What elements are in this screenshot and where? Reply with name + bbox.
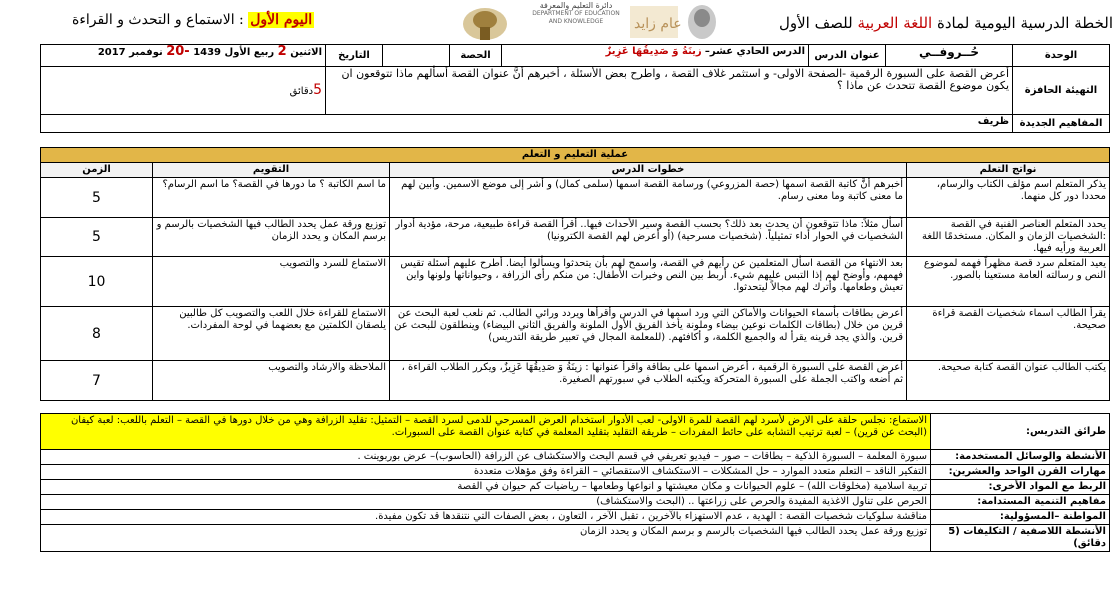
info-row-3 (41, 115, 1110, 133)
links-text: تربية اسلامية (مخلوقات الله) – علوم الحيوانات و مكان معيشتها و انواعها وطعامها – رياضيات كم حيوان في القصة (41, 480, 931, 495)
skills-text: التفكير الناقد – التعلم متعدد الموارد – حل المشكلات – الاستكشاف الاستقصائي – القراءة وفق مؤهلات متعددة (41, 465, 931, 480)
process-band: عملية التعليم و التعلم (41, 148, 1110, 163)
extras-row (41, 495, 1110, 510)
dept-name-ar: دائرة التعليم والمعرفة (539, 1, 613, 10)
time-cell: 8 (41, 307, 153, 361)
lesson-number: الدرس الحادي عشر– (704, 46, 805, 57)
time-cell: 5 (41, 178, 153, 218)
outcome-cell: يحدد المتعلم العناصر الفنية في القصة :الشخصيات الزمان و المكان. مستخدمًا اللغة العربية ورأيه فيها. (907, 218, 1110, 257)
steps-cell: أسأل مثلاً: ماذا تتوقعون أن يحدث بعد ذلك؟ بحسب القصة وسير الأحداث فيها.. أقرأ القصة قراءة طبيعية، مرحة، مؤدية أدوار الشخصيات في الحوار أداء تمثيلياً. (شخصيات مسرحية) (أو أعرض لهم القصة الكترونيا) (390, 218, 907, 257)
date-hijri-month: ربيع الأول 1439 (193, 47, 275, 58)
methods-label: طرائق التدريس: (931, 414, 1110, 450)
activities-label: الأنشطة والوسائل المستخدمة: (931, 450, 1110, 465)
concepts-value: ظريف (41, 115, 1013, 133)
process-row (41, 307, 1110, 361)
logos (450, 0, 720, 44)
unit-value: حُــروفــي (886, 45, 1013, 67)
homework-text: توزيع ورقة عمل يحدد الطالب فيها الشخصيات بالرسم و برسم المكان و يحدد الزمان (41, 525, 931, 552)
extras-row (41, 510, 1110, 525)
col-assessment: التقويم (153, 163, 390, 178)
steps-cell: أخبرهم أنَّ كاتبة القصة اسمها (حصة المزروعي) ورسامة القصة اسمها (سلمى كمال) و أشر إلى موضع الاسمين. وأبين لهم ما معنى كاتبة وما معنى رسام. (390, 178, 907, 218)
warmup-time-num: 5 (313, 81, 322, 98)
dept-name-en-1: DEPARTMENT OF EDUCATION (532, 10, 620, 17)
process-band-row (41, 148, 1110, 163)
date-label: التاريخ (326, 45, 383, 67)
lesson-extras-table (40, 413, 1110, 552)
methods-text: الاستماع: نجلس حلقة على الارض لأسرد لهم القصة للمرة الاولى- لعب الأدوار استخدام العرض المسرحي للدمى لسرد القصة – التمثيل: تقليد الزرافة وهي من خلال دورها في القصة – التعلم باللعب: لعبة كيفان (البحث عن قرين) – لعبة ترتيب التشابه على حائط المفردات – طريقة التقليد بتقليد المعلمة في كتابة عنوان القصة على السبورات. (41, 414, 931, 450)
homework-label: الأنشطة اللاصفية / التكليفات (5 دقائق) (931, 525, 1110, 552)
department-logo (526, 2, 626, 26)
sustainability-text: الحرص على تناول الاغذية المفيدة والحرص على زراعتها .. (البحث والاستكشاف) (41, 495, 931, 510)
extras-row (41, 450, 1110, 465)
subject-name: اللغة العربية (857, 14, 933, 32)
extras-row (41, 480, 1110, 495)
lesson-info-table (40, 44, 1110, 133)
links-label: الربط مع المواد الأخرى: (931, 480, 1110, 495)
steps-cell: أعرض بطاقات بأسماء الحيوانات والأماكن التي ورد اسمها في الدرس وأقرأها ويردد ورائي الطالب. ثم نلعب لعبة البحث عن قرين من خلال (بطاقات الكلمات نوعين بيضاء وملونة يأخذ الفريق الأول الملونة والفريق الثاني البيضاء) وينطلقون للبحث عن قرين. والذي يجد قرينه يقرأ له والجميع الكلمة، و أكافئهم. (للمعلمة المجال في تعبير طريقة التدريس) (390, 307, 907, 361)
process-row (41, 178, 1110, 218)
warmup-label: التهيئة الحافزة (1013, 67, 1110, 115)
outcome-cell: يعيد المتعلم سرد قصة مظهراً فهمه لموضوع النص و رسالته العامة مستعينا بالصور. (907, 257, 1110, 307)
steps-cell: بعد الانتهاء من القصة اسأل المتعلمين عن رأيهم في القصة، واسمح لهم بأن يتحدثوا ويسألوا أيضا. أطرح عليهم أسئلة تقيس فهمهم، وأوضح لهم إذا التبس عليهم شيء. أربط بين النص وخبرات الأطفال: من منكم رأى الزرافة ، وحيواناتها ولونها واين تعيش وطعامها. وأترك لهم مجالاً ليتحدثوا. (390, 257, 907, 307)
activities-text: سبورة المعلمة – السبورة الذكية – بطاقات – صور – فيديو تعريفي في قسم البحث والاستكشاف عن الزرافة (الحاسوب)– عرض بوربوينت . (41, 450, 931, 465)
steps-cell: أعرض القصة على السبورة الرقمية ، أعرض اسمها على بطاقة واقرأ عنوانها : زينَةُ وَ صَدِيقُهَا عَزِيزٌ، ويكرر الطلاب القراءة ، ثم أضعه واكتب الجملة على السبورة المتحركة ويكتبه الطلاب في سبورتهم الصغيرة. (390, 361, 907, 401)
col-time: الزمن (41, 163, 153, 178)
day-label: اليوم الأول (250, 12, 313, 28)
process-header-row (41, 163, 1110, 178)
info-row-2 (41, 67, 1110, 115)
period-label: الحصة (450, 45, 502, 67)
outcome-cell: يذكر المتعلم اسم مؤلف الكتاب والرسام، محددا دور كل منهما. (907, 178, 1110, 218)
process-row (41, 257, 1110, 307)
page-header (0, 0, 1117, 44)
citizenship-text: مناقشة سلوكيات شخصيات القصة : الهدية ، عدم الاستهزاء بالآخرين ، تقبل الآخر ، التعاون ، بعض الصفات التي نتنقدها قد تكون مفيدة. (41, 510, 931, 525)
day-topic: : الاستماع و التحدث و القراءة (72, 12, 244, 28)
lesson-title-value (502, 45, 809, 67)
extras-row (41, 525, 1110, 552)
logo-lettering: عام زايد (634, 16, 682, 32)
warmup-time (41, 67, 326, 115)
date-value (41, 45, 326, 67)
day-title (72, 12, 314, 28)
year-of-zayed-logo (630, 2, 720, 40)
outcome-cell: يقرأ الطالب اسماء شخصيات القصة قراءة صحيحة. (907, 307, 1110, 361)
time-cell: 10 (41, 257, 153, 307)
lesson-title-label: عنوان الدرس (809, 45, 886, 67)
period-value (383, 45, 450, 67)
outcome-cell: يكتب الطالب عنوان القصة كتابة صحيحة. (907, 361, 1110, 401)
assessment-cell: الاستماع للقراءة خلال اللعب والتصويب كل طالبين يلصقان الكلمتين مع بعضهما في لوحة المفردات. (153, 307, 390, 361)
col-outcomes: نواتج التعلم (907, 163, 1110, 178)
date-greg-day: -20 (166, 44, 190, 59)
emblem-logo (450, 2, 520, 40)
assessment-cell: توزيع ورقة عمل يحدد الطالب فيها الشخصيات بالرسم و برسم المكان و يحدد الزمان (153, 218, 390, 257)
unit-label: الوحدة (1013, 45, 1110, 67)
lesson-name: زينَةُ وَ صَدِيقُهَا عَزِيزٌ (605, 46, 702, 57)
date-hijri-day: 2 (277, 44, 287, 59)
extras-row (41, 414, 1110, 450)
assessment-cell: الاستماع للسرد والتصويب (153, 257, 390, 307)
teaching-process-table (40, 147, 1110, 401)
title-prefix: الخطة الدرسية اليومية لمادة (936, 14, 1113, 32)
info-row-1 (41, 45, 1110, 67)
plan-title (779, 14, 1113, 32)
dept-name-en-2: AND KNOWLEDGE (548, 18, 604, 25)
warmup-text: أعرض القصة على السبورة الرقمية -الصفحة الاولى- و استثمر غلاف القصة ، واطرح بعض الأسئلة ، أخبرهم أنَّ عنوان القصة أسألهم ماذا تتوقعون ان يكون موضوع القصة تتحدث عن ماذا ؟ (326, 67, 1013, 115)
date-weekday: الاثنين (290, 47, 322, 58)
title-suffix: للصف الأول (778, 14, 853, 32)
time-cell: 7 (41, 361, 153, 401)
process-row (41, 361, 1110, 401)
warmup-time-unit: دقائق (289, 85, 314, 97)
skills-label: مهارات القرن الواحد والعشرين: (931, 465, 1110, 480)
sustainability-label: مفاهيم التنمية المستدامة: (931, 495, 1110, 510)
concepts-label: المفاهيم الجديدة (1013, 115, 1110, 133)
assessment-cell: ما اسم الكاتبة ؟ ما دورها في القصة؟ ما اسم الرسام؟ (153, 178, 390, 218)
date-greg-month: نوفمبر 2017 (97, 47, 163, 58)
extras-row (41, 465, 1110, 480)
col-steps: خطوات الدرس (390, 163, 907, 178)
assessment-cell: الملاحظة والارشاد والتصويب (153, 361, 390, 401)
citizenship-label: المواطنة –المسؤولية: (931, 510, 1110, 525)
time-cell: 5 (41, 218, 153, 257)
process-row (41, 218, 1110, 257)
